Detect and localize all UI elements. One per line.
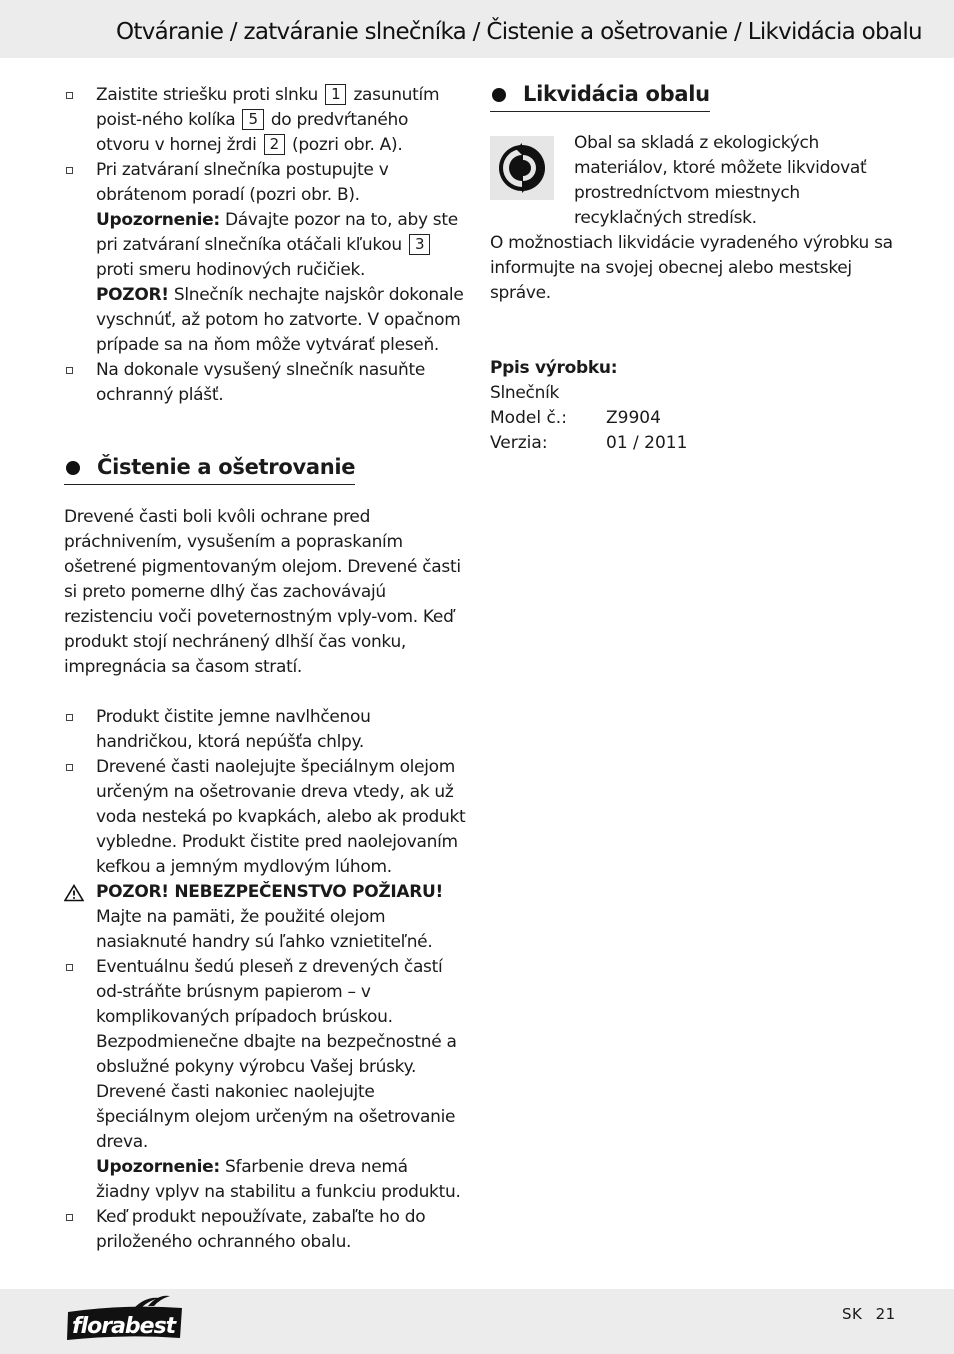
page-header — [0, 0, 954, 58]
page-title: Otváranie / zatváranie slnečníka / Čistenie a ošetrovanie / Likvidácia obalu — [116, 19, 922, 45]
florabest-logo — [64, 1294, 186, 1342]
note-text: proti smeru hodinových ručičiek. — [96, 260, 366, 280]
model-value: Z9904 — [606, 408, 661, 428]
checkbox-bullet-icon — [66, 1214, 73, 1221]
note — [96, 1155, 466, 1205]
item-text: Keď produkt nepoužívate, zabaľte ho do priloženého ochranného obalu. — [96, 1207, 426, 1252]
caution-text: Slnečník nechajte najskôr dokonale vyschnúť, až potom ho zatvorte. V opačnom prípade sa na ňom môže vytvárať pleseň. — [96, 285, 464, 355]
checkbox-bullet-icon — [66, 367, 73, 374]
cleaning-paragraph: Drevené časti boli kvôli ochrane pred práchnivením, vysušením a popraskaním ošetrené pigmentovaným olejom. Drevené časti si preto pomerne dlhý čas zachovávajú rezistenciu voči poveternostným vply-vom. Keď produkt stojí nechránený dlhší čas vonku, impregnácia sa časom stratí. — [64, 507, 461, 677]
caution-label: POZOR! — [96, 285, 169, 305]
item-text: Drevené časti naolejujte špeciálnym olejom určeným na ošetrovanie dreva vtedy, ak už voda nesteká po kvapkách, alebo ak produkt vybledne. Produkt čistite pred naolejovaním kefkou a jemným mydlovým lúhom. — [96, 757, 466, 877]
checkbox-bullet-icon — [66, 964, 73, 971]
note-text: Sfarbenie dreva nemá žiadny vplyv na stabilitu a funkciu produktu. — [96, 1157, 461, 1202]
item-text: do predvŕtaného otvoru v hornej žrdi — [96, 110, 409, 155]
part-reference: 3 — [409, 234, 430, 255]
checkbox-bullet-icon — [66, 92, 73, 99]
list-item — [64, 1205, 466, 1255]
item-text: Eventuálnu šedú pleseň z drevených častí od-stráňte brúsnym papierom – v komplikovaných prípadoch brúskou. Bezpodmienečne dbajte na bezpečnostné a obslužné pokyny výrobcu Vašej brúsky. Drevené časti nakoniec naolejujte špeciálnym olejom určeným na ošetrovanie dreva. — [96, 957, 457, 1152]
right-column — [490, 80, 900, 456]
note-label: Upozornenie: — [96, 210, 220, 230]
left-column — [64, 83, 466, 1255]
version-row — [490, 431, 900, 456]
checkbox-bullet-icon — [66, 764, 73, 771]
item-text: zasunutím poist-ného kolíka — [96, 85, 440, 130]
green-dot-recycle-icon — [490, 136, 554, 200]
part-reference: 1 — [325, 84, 346, 105]
checkbox-bullet-icon — [66, 167, 73, 174]
version-label: Verzia: — [490, 433, 548, 453]
item-text: Pri zatváraní slnečníka postupujte v obrátenom poradí (pozri obr. B). — [96, 160, 389, 205]
checkbox-bullet-icon — [66, 714, 73, 721]
list-item — [64, 158, 466, 358]
product-heading — [490, 356, 900, 381]
list-item — [64, 755, 466, 880]
item-text: Na dokonale vysušený slnečník nasuňte ochranný plášť. — [96, 360, 425, 405]
note — [96, 208, 466, 283]
bullet-dot-icon — [66, 461, 80, 475]
disposal-info-text: O možnostiach likvidácie vyradeného výrobku sa informujte na svojej obecnej alebo mestskej správe. — [490, 233, 893, 303]
note-label: Upozornenie: — [96, 1157, 220, 1177]
heading-text: Likvidácia obalu — [523, 82, 710, 106]
language-code: SK — [842, 1305, 863, 1323]
item-text: Produkt čistite jemne navlhčenou handričkou, ktorá nepúšťa chlpy. — [96, 707, 371, 752]
warning-label: POZOR! NEBEZPEČENSTVO POŽIARU! — [96, 882, 444, 902]
recycle-logo — [490, 136, 554, 200]
warning-item — [64, 880, 466, 955]
list-item — [64, 955, 466, 1205]
section-heading-disposal — [490, 80, 710, 112]
recycle-text: Obal sa skladá z ekologických materiálov, ktoré môžete likvidovať prostredníctvom miestnych recyklačných stredísk. — [574, 133, 867, 228]
product-heading-text: Ppis výrobku: — [490, 358, 618, 378]
page-number: 21 — [875, 1305, 896, 1323]
list-item — [64, 358, 466, 408]
version-value: 01 / 2011 — [606, 433, 688, 453]
page-info — [842, 1302, 896, 1327]
list-item — [64, 83, 466, 158]
warning-text: Majte na pamäti, že použité olejom nasiaknuté handry sú ľahko vznietiteľné. — [96, 907, 433, 952]
product-name: Slnečník — [490, 383, 560, 403]
part-reference: 2 — [264, 134, 285, 155]
item-text: (pozri obr. A). — [291, 135, 403, 155]
heading-text: Čistenie a ošetrovanie — [97, 455, 356, 479]
recycle-block — [490, 131, 900, 231]
note-text: Dávajte pozor na to, aby ste pri zatváraní slnečníka otáčali kľukou — [96, 210, 458, 255]
model-row — [490, 406, 900, 431]
item-text: Zaistite striešku proti slnku — [96, 85, 318, 105]
bullet-dot-icon — [492, 88, 506, 102]
logo-text: florabest — [72, 1314, 176, 1339]
section-heading-cleaning — [64, 453, 355, 485]
caution — [96, 283, 466, 358]
list-item — [64, 705, 466, 755]
part-reference: 5 — [242, 109, 263, 130]
warning-triangle-icon — [64, 884, 84, 902]
model-label: Model č.: — [490, 408, 567, 428]
